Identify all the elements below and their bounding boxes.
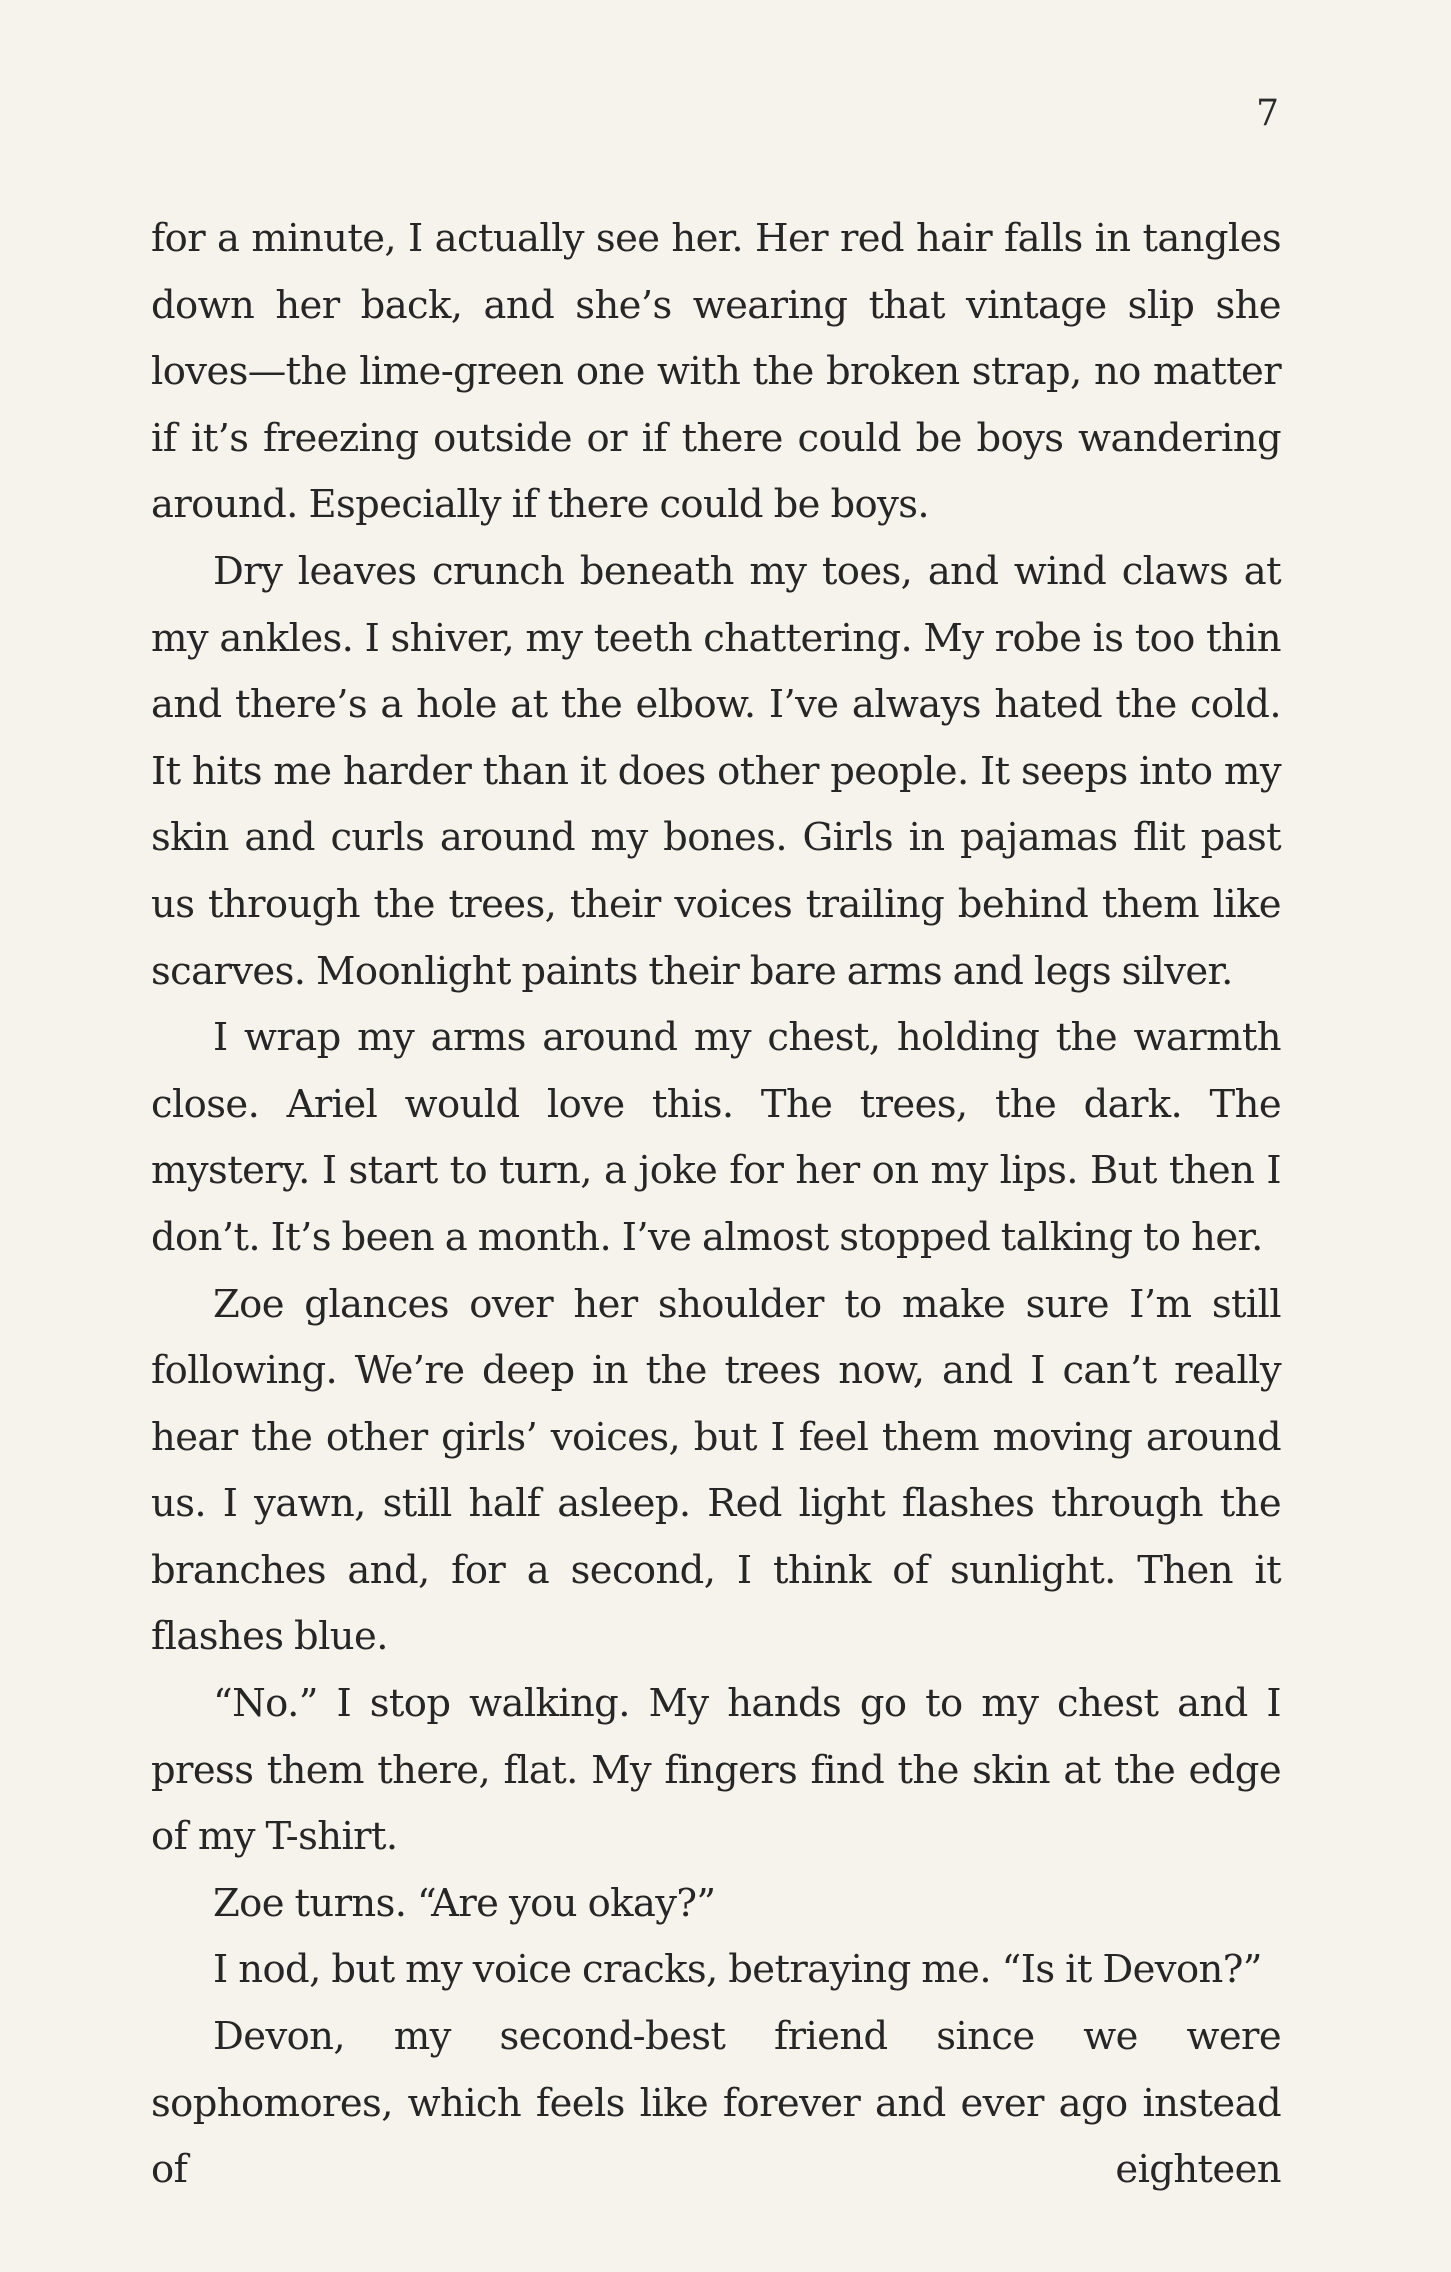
paragraph: Devon, my second-best friend since we were sophomores, which feels like forever and ever ago instead of eighteen xyxy=(151,2014,1281,2193)
paragraph: Zoe turns. “Are you okay?” xyxy=(213,1880,716,1926)
paragraph: I nod, but my voice cracks, betraying me. “Is it Devon?” xyxy=(213,1947,1262,1993)
page-number: 7 xyxy=(1256,93,1279,134)
paragraph: Dry leaves crunch beneath my toes, and wind claws at my ankles. I shiver, my teeth chattering. My robe is too thin and there’s a hole at the elbow. I’ve always hated the cold. It hits me harder than it does other people. It seeps into my skin and curls around my bones. Girls in pajamas flit past us through the trees, their voices trailing behind them like scarves. Moonlight paints their bare arms and legs silver. xyxy=(151,548,1281,994)
paragraph: I wrap my arms around my chest, holding the warmth close. Ariel would love this. The trees, the dark. The mystery. I start to turn, a joke for her on my lips. But then I don’t. It’s been a month. I’ve almost stopped talking to her. xyxy=(151,1015,1281,1260)
body-text xyxy=(151,206,1281,2204)
paragraph: for a minute, I actually see her. Her red hair falls in tangles down her back, and she’s wearing that vintage slip she loves—the lime-green one with the broken strap, no matter if it’s freezing outside or if there could be boys wandering around. Especially if there could be boys. xyxy=(151,216,1281,528)
paragraph: Zoe glances over her shoulder to make sure I’m still following. We’re deep in the trees now, and I can’t really hear the other girls’ voices, but I feel them moving around us. I yawn, still half asleep. Red light flashes through the branches and, for a second, I think of sunlight. Then it flashes blue. xyxy=(151,1281,1281,1660)
paragraph: “No.” I stop walking. My hands go to my chest and I press them there, flat. My fingers find the skin at the edge of my T-shirt. xyxy=(151,1681,1281,1860)
